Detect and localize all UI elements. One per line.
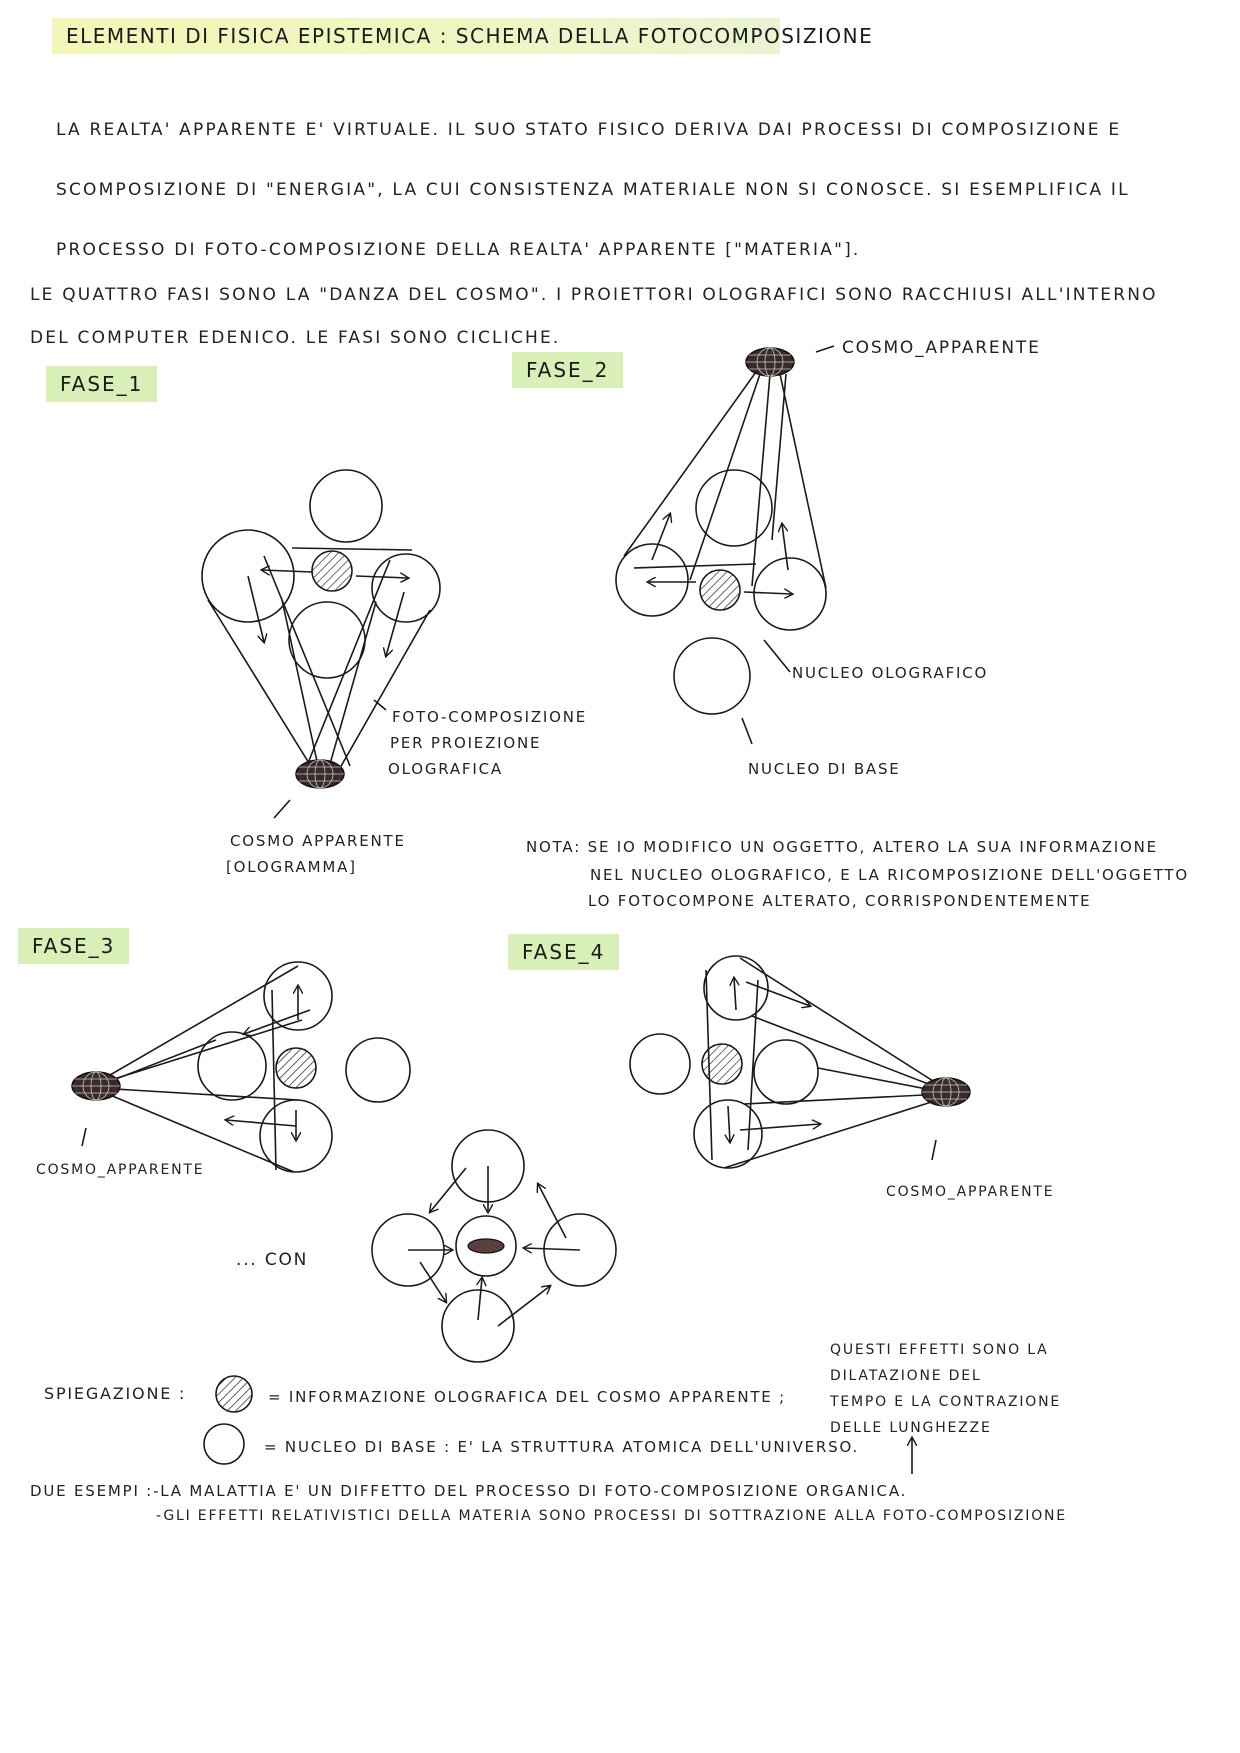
base-nucleus — [630, 1034, 690, 1094]
page-title: ELEMENTI DI FISICA EPISTEMICA : SCHEMA DELLA FOTOCOMPOSIZIONE — [52, 18, 780, 54]
phase-2-label: FASE_2 — [512, 352, 623, 388]
phase-3-diagram — [72, 962, 410, 1172]
base-nucleus — [674, 638, 750, 714]
cosmo-apparente-label-top: COSMO_APPARENTE — [842, 338, 1041, 358]
phase-2-diagram — [616, 346, 834, 744]
base-nucleus — [754, 1040, 818, 1104]
base-nucleus — [616, 544, 688, 616]
foto-composizione-line-1: FOTO-COMPOSIZIONE — [392, 708, 588, 726]
nota-line-1: NOTA: SE IO MODIFICO UN OGGETTO, ALTERO LA SUA INFORMAZIONE — [526, 838, 1158, 856]
nucleo-olografico-label: NUCLEO OLOGRAFICO — [792, 664, 989, 682]
foto-composizione-line-3: OLOGRAFICA — [388, 760, 503, 778]
nota-line-3: LO FOTOCOMPONE ALTERATO, CORRISPONDENTEMENTE — [588, 892, 1092, 910]
convergence-diagram — [372, 1130, 616, 1362]
base-nucleus — [310, 470, 382, 542]
intro-line-4: LE QUATTRO FASI SONO LA "DANZA DEL COSMO". I PROIETTORI OLOGRAFICI SONO RACCHIUSI ALL'INTERNO — [30, 285, 1158, 305]
intro-line-1: LA REALTA' APPARENTE E' VIRTUALE. IL SUO STATO FISICO DERIVA DAI PROCESSI DI COMPOSIZIONE E — [56, 120, 1122, 140]
phase-4-diagram — [630, 956, 970, 1168]
cosmo-apparente-label-3: COSMO_APPARENTE — [36, 1162, 205, 1178]
base-nucleus — [289, 602, 365, 678]
intro-line-3: PROCESSO DI FOTO-COMPOSIZIONE DELLA REALTA' APPARENTE ["MATERIA"]. — [56, 240, 861, 260]
phase-1-label: FASE_1 — [46, 366, 157, 402]
legend-circle-text: = NUCLEO DI BASE : E' LA STRUTTURA ATOMICA DELL'UNIVERSO. — [264, 1438, 860, 1456]
con-label: ... CON — [236, 1250, 309, 1270]
cosmos-globe-icon — [72, 1072, 120, 1100]
nucleo-di-base-label: NUCLEO DI BASE — [748, 760, 901, 778]
cosmos-globe-icon — [746, 348, 794, 376]
holographic-nucleus — [276, 1048, 316, 1088]
side-note-line-4: DELLE LUNGHEZZE — [830, 1420, 992, 1436]
holographic-nucleus — [312, 551, 352, 591]
base-nucleus — [704, 956, 768, 1020]
side-note-line-1: QUESTI EFFETTI SONO LA — [830, 1342, 1049, 1358]
side-note-line-3: TEMPO E LA CONTRAZIONE — [830, 1394, 1062, 1410]
legend-hatched-circle-icon — [216, 1376, 252, 1412]
intro-line-5: DEL COMPUTER EDENICO. LE FASI SONO CICLICHE. — [30, 328, 561, 348]
base-nucleus — [346, 1038, 410, 1102]
phase-4-label: FASE_4 — [508, 934, 619, 970]
cosmo-apparente-label-1: COSMO APPARENTE — [230, 832, 406, 850]
examples-line-1: DUE ESEMPI :-LA MALATTIA E' UN DIFFETTO DEL PROCESSO DI FOTO-COMPOSIZIONE ORGANICA. — [30, 1482, 908, 1500]
intro-line-2: SCOMPOSIZIONE DI "ENERGIA", LA CUI CONSISTENZA MATERIALE NON SI CONOSCE. SI ESEMPLIFICA IL — [56, 180, 1130, 200]
base-nucleus — [442, 1290, 514, 1362]
legend-hatched-text: = INFORMAZIONE OLOGRAFICA DEL COSMO APPARENTE ; — [268, 1388, 787, 1406]
foto-composizione-line-2: PER PROIEZIONE — [390, 734, 542, 752]
legend-title: SPIEGAZIONE : — [44, 1384, 187, 1403]
legend-plain-circle-icon — [204, 1424, 244, 1464]
phase-3-label: FASE_3 — [18, 928, 129, 964]
legend-symbols — [204, 1376, 252, 1464]
nota-line-2: NEL NUCLEO OLOGRAFICO, E LA RICOMPOSIZIONE DELL'OGGETTO — [590, 866, 1189, 884]
cosmos-globe-icon — [296, 760, 344, 788]
holographic-nucleus — [700, 570, 740, 610]
cosmo-apparente-label-4: COSMO_APPARENTE — [886, 1184, 1055, 1200]
phase-1-diagram — [202, 470, 440, 818]
ologramma-label: [OLOGRAMMA] — [226, 858, 357, 876]
cosmos-core-icon — [468, 1239, 504, 1253]
examples-line-2: -GLI EFFETTI RELATIVISTICI DELLA MATERIA SONO PROCESSI DI SOTTRAZIONE ALLA FOTO-COMPOSIZIONE — [156, 1508, 1067, 1524]
cosmos-globe-icon — [922, 1078, 970, 1106]
side-note-line-2: DILATAZIONE DEL — [830, 1368, 982, 1384]
